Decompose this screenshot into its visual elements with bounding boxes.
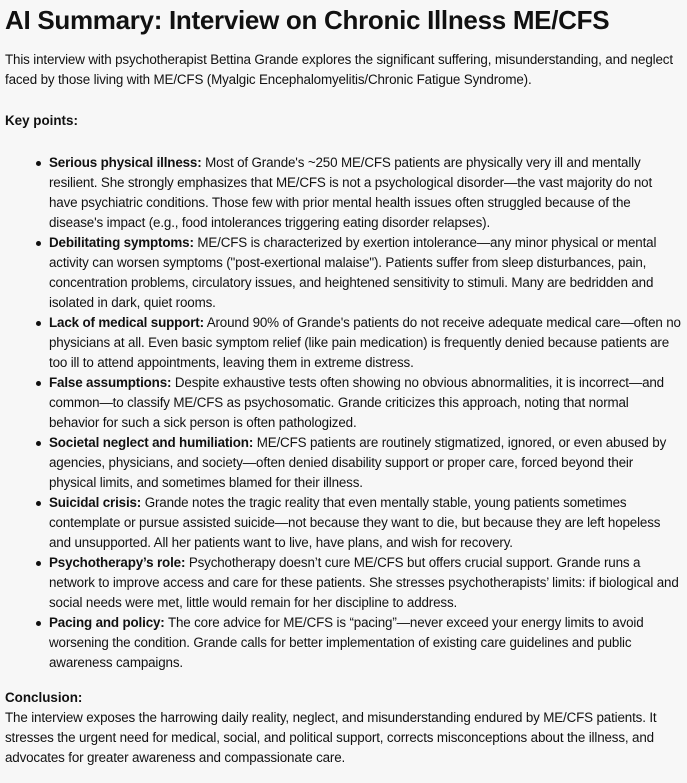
list-item-heading: Pacing and policy: xyxy=(49,615,165,630)
key-points-list xyxy=(5,153,682,673)
list-item-heading: Lack of medical support: xyxy=(49,315,204,330)
list-item xyxy=(49,313,682,373)
list-item xyxy=(49,553,682,613)
conclusion-heading: Conclusion: xyxy=(5,690,83,705)
list-item-heading: Societal neglect and humiliation: xyxy=(49,435,254,450)
list-item xyxy=(49,493,682,553)
list-item-text: ME/CFS is characterized by exertion intolerance—any minor physical or mental activity can worsen symptoms ("post-exertional malaise"). Patients suffer from sleep disturbances, pain, concentration problems, circulatory issues, and heightened sensitivity to stimuli. Many are bedridden and isolated in dark, quiet rooms. xyxy=(49,235,657,310)
conclusion-paragraph: The interview exposes the harrowing daily reality, neglect, and misunderstanding endured by ME/CFS patients. It stresses the urgent need for medical, social, and political support, corrects misconceptions about the illness, and advocates for greater awareness and compassionate care. xyxy=(5,710,657,765)
list-item-heading: Serious physical illness: xyxy=(49,155,202,170)
intro-paragraph: This interview with psychotherapist Bettina Grande explores the significant suffering, misunderstanding, and neglect faced by those living with ME/CFS (Myalgic Encephalomyelitis/Chronic Fatigue Syndrome). xyxy=(5,52,673,87)
list-item-heading: False assumptions: xyxy=(49,375,172,390)
list-item xyxy=(49,613,682,673)
list-item xyxy=(49,153,682,233)
list-item xyxy=(49,433,682,493)
list-item-text: Most of Grande's ~250 ME/CFS patients are physically very ill and mentally resilient. She strongly emphasizes that ME/CFS is not a psychological disorder—the vast majority do not have psychiatric conditions. Those few with prior mental health issues often struggled because of the disease's impact (e.g., food intolerances triggering eating disorder relapses). xyxy=(49,155,653,230)
list-item-text: Around 90% of Grande's patients do not receive adequate medical care—often no physicians at all. Even basic symptom relief (like pain medication) is frequently denied because patients are too ill to attend appointments, leaving them in extreme distress. xyxy=(49,315,681,370)
list-item-heading: Suicidal crisis: xyxy=(49,495,142,510)
list-item-text: Grande notes the tragic reality that even mentally stable, young patients sometimes contemplate or pursue assisted suicide—not because they want to die, but because they are left hopeless and unsupported. All her patients want to live, have plans, and wish for recovery. xyxy=(49,495,661,550)
list-item xyxy=(49,373,682,433)
list-item-text: Psychotherapy doesn’t cure ME/CFS but offers crucial support. Grande runs a network to improve access and care for these patients. She stresses psychotherapists’ limits: if biological and social needs were met, little would remain for her discipline to address. xyxy=(49,555,679,610)
list-item-text: The core advice for ME/CFS is “pacing”—never exceed your energy limits to avoid worsening the condition. Grande calls for better implementation of existing care guidelines and public awareness campaigns. xyxy=(49,615,644,670)
list-item-text: ME/CFS patients are routinely stigmatized, ignored, or even abused by agencies, physicians, and society—often denied disability support or proper care, forced beyond their physical limits, and sometimes blamed for their illness. xyxy=(49,435,667,490)
key-points-heading: Key points: xyxy=(5,113,78,128)
list-item-heading: Psychotherapy’s role: xyxy=(49,555,186,570)
page-title: AI Summary: Interview on Chronic Illness ME/CFS xyxy=(5,5,610,35)
list-item-heading: Debilitating symptoms: xyxy=(49,235,194,250)
list-item xyxy=(49,233,682,313)
list-item-text: Despite exhaustive tests often showing no obvious abnormalities, it is incorrect—and common—to classify ME/CFS as psychosomatic. Grande criticizes this approach, noting that normal behavior for such a sick person is often pathologized. xyxy=(49,375,664,430)
